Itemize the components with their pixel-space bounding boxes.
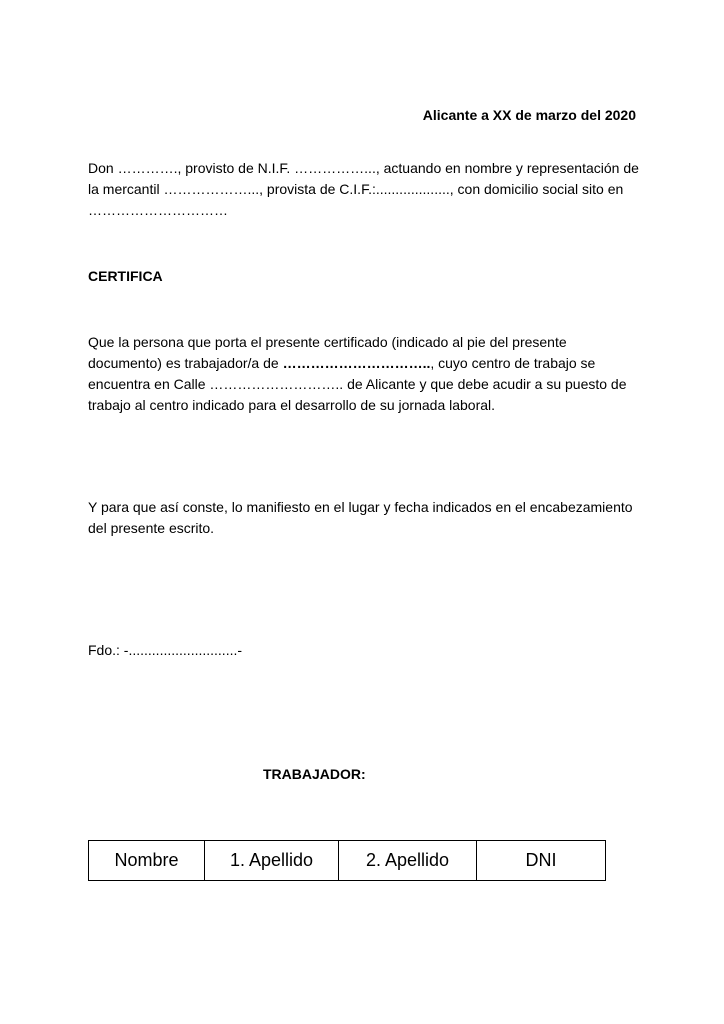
company-representation-paragraph: Don …………., provisto de N.I.F. ……………..., actuando en nombre y representación de la mercantil ………………..., provista de C.I.F.:..................., con domicilio social sito en ………………………… [88,160,639,218]
column-nombre: Nombre [89,841,205,881]
employer-blank: ………………………….. [282,355,431,371]
column-dni: DNI [477,841,606,881]
worker-table-header-row [89,841,606,881]
column-segundo-apellido: 2. Apellido [339,841,477,881]
worker-section-title: TRABAJADOR: [263,766,366,782]
certifica-heading: CERTIFICA [88,268,163,284]
column-primer-apellido: 1. Apellido [205,841,339,881]
certification-text-end: , cuyo centro de trabajo se encuentra en Calle ……………………….. de Alicante y que debe acudir a su puesto de trabajo al centro indicado para el desarrollo de su jornada laboral. [88,355,627,413]
certification-text-start: Que la persona que porta el presente certificado (indicado al pie del presente documento) es trabajador/a de [88,334,567,371]
worker-table [88,840,606,881]
closing-paragraph: Y para que así conste, lo manifiesto en el lugar y fecha indicados en el encabezamiento del presente escrito. [88,499,633,536]
date-line: Alicante a XX de marzo del 2020 [422,107,636,123]
certification-paragraph [88,332,640,416]
signature-line: Fdo.: -............................- [88,642,243,658]
